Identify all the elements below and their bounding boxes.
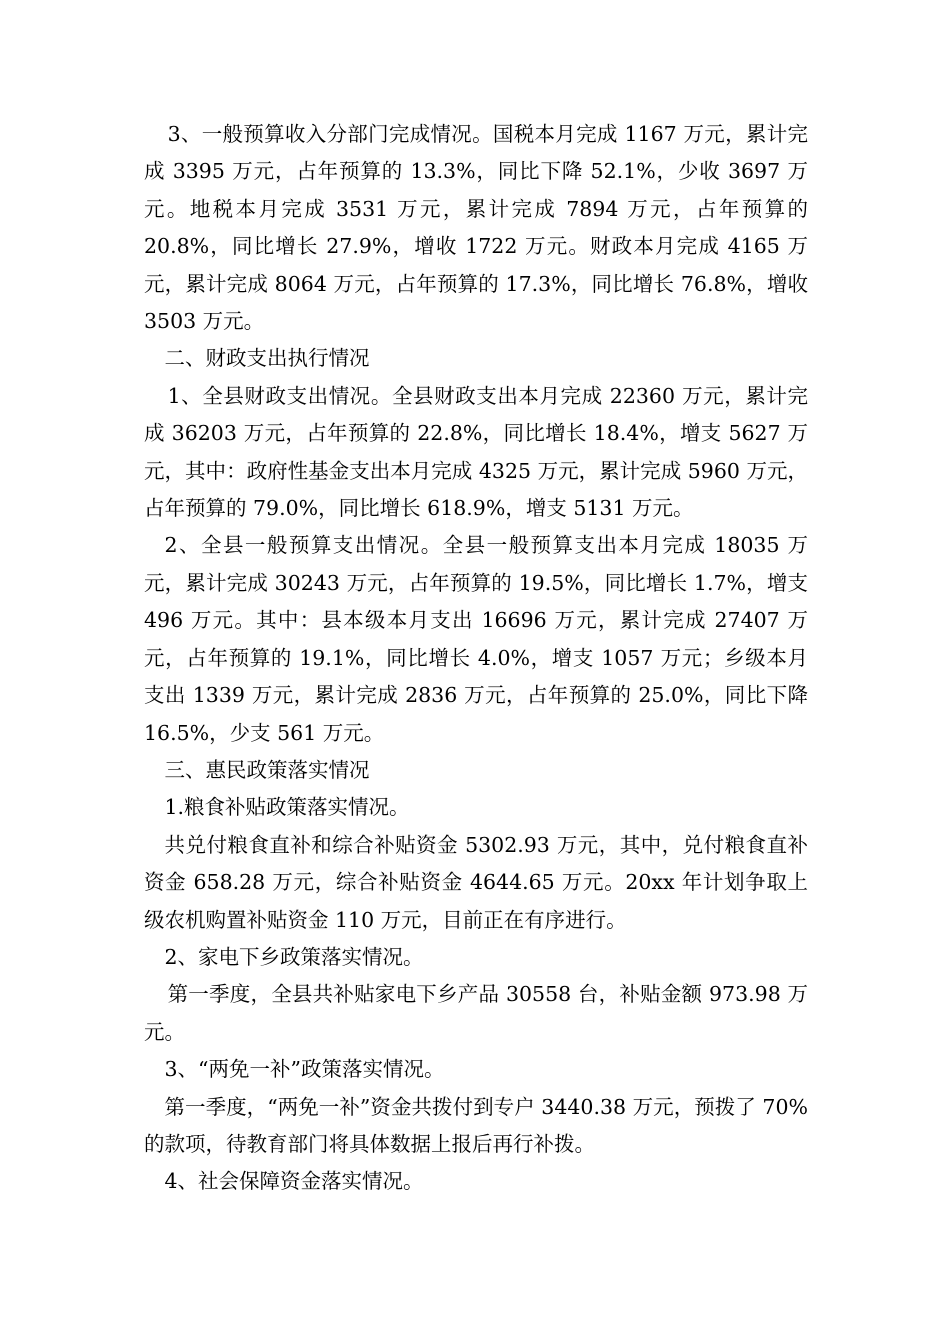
paragraph-county-expenditure: 1、全县财政支出情况。全县财政支出本月完成 22360 万元，累计完成 36203 万元，占年预算的 22.8%，同比增长 18.4%，增支 5627 万元，其中：政府性基金支出本月完成 4325 万元，累计完成 5960 万元，占年预算的 79.0%，同比增长 618.9%，增支 5131 万元。 [144, 383, 808, 521]
paragraph-grain-subsidy: 共兑付粮食直补和综合补贴资金 5302.93 万元，其中，兑付粮食直补资金 658.28 万元，综合补贴资金 4644.65 万元。20xx 年计划争取上级农机购置补贴资金 110 万元，目前正在有序进行。 [144, 832, 808, 932]
subheading-two-exemptions: 3、“两免一补”政策落实情况。 [164, 1057, 445, 1082]
paragraph-appliances: 第一季度，全县共补贴家电下乡产品 30558 台，补贴金额 973.98 万元。 [144, 982, 808, 1044]
subheading-grain-subsidy: 1.粮食补贴政策落实情况。 [164, 795, 410, 820]
subheading-appliances: 2、家电下乡政策落实情况。 [164, 944, 424, 969]
paragraph-revenue-by-department: 3、一般预算收入分部门完成情况。国税本月完成 1167 万元，累计完成 3395 万元，占年预算的 13.3%，同比下降 52.1%，少收 3697 万元。地税本月完成 3531 万元，累计完成 7894 万元，占年预算的 20.8%，同比增长 27.9%，增收 1722 万元。财政本月完成 4165 万元，累计完成 8064 万元，占年预算的 17.3%，同比增长 76.8%，增收 3503 万元。 [144, 122, 808, 334]
document-body [144, 116, 808, 1201]
paragraph-two-exemptions: 第一季度，“两免一补”资金共拨付到专户 3440.38 万元，预拨了 70%的款项，待教育部门将具体数据上报后再行补拨。 [144, 1094, 808, 1156]
paragraph-general-budget-expenditure: 2、全县一般预算支出情况。全县一般预算支出本月完成 18035 万元，累计完成 30243 万元，占年预算的 19.5%，同比增长 1.7%，增支 496 万元。其中：县本级本月支出 16696 万元，累计完成 27407 万元，占年预算的 19.1%，同比增长 4.0%，增支 1057 万元；乡级本月支出 1339 万元，累计完成 2836 万元，占年预算的 25.0%，同比下降 16.5%，少支 561 万元。 [144, 533, 808, 745]
heading-expenditure: 二、财政支出执行情况 [164, 346, 370, 371]
subheading-social-security: 4、社会保障资金落实情况。 [164, 1169, 424, 1194]
heading-policy-implementation: 三、惠民政策落实情况 [164, 757, 370, 782]
